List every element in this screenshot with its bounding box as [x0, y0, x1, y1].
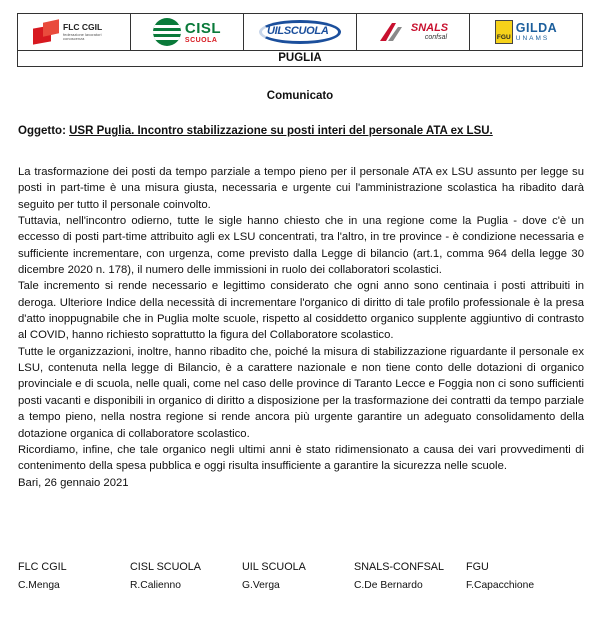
cisl-logo-subtitle: SCUOLA [184, 36, 218, 44]
flc-cgil-logo-subtitle: federazione lavoratori conoscenza [63, 32, 102, 42]
signature-org: FLC CGIL [18, 561, 67, 573]
signature-name: F.Capacchione [466, 579, 535, 591]
signature-name: R.Calienno [130, 579, 181, 591]
snals-mark-icon [378, 21, 408, 43]
signature-org: SNALS-CONFSAL [354, 561, 444, 573]
cisl-logo [131, 14, 244, 50]
body-paragraph: Tuttavia, nell'incontro odierno, tutte le sigle hanno chiesto che in una regione come la Puglia - dove c'è un eccesso di posti part-time attribuito agli ex LSU concentrati, tra l'altro, in tre province - è condizione necessaria e sufficiente incrementare, con urgenza, come previsto dalla Legge di bilancio (art.1, comma 964 della legge 30 dicembre 2020 n. 178), il numero delle immissioni in ruolo dei collaboratori scolastici. [18, 215, 584, 277]
logo-header [17, 13, 583, 51]
cisl-globe-icon [153, 18, 181, 46]
document-body [18, 164, 584, 491]
signature-org: FGU [466, 561, 489, 573]
gilda-unams-logo [470, 14, 582, 50]
fgu-box-icon: FGU [495, 20, 513, 44]
body-paragraph: Ricordiamo, infine, che tale organico negli ultimi anni è stato ridimensionato a causa dei vari provvedimenti di contenimento della spesa pubblica e oggi risulta insufficiente a garantire la sicurezza nelle scuole. [18, 443, 584, 473]
subject-text: USR Puglia. Incontro stabilizzazione su posti interi del personale ATA ex LSU. [69, 125, 493, 137]
flc-cgil-logo-title: FLC CGIL [63, 21, 103, 32]
body-paragraph: La trasformazione dei posti da tempo parziale a tempo pieno per il personale ATA ex LSU assunto per legge su posti in part-time è una misura giusta, necessaria e urgente cui l'amministrazione scolastica ha ribadito darà seguito per tutto il personale coinvolto. [18, 166, 584, 211]
signature-name: G.Verga [242, 579, 280, 591]
signature-org: CISL SCUOLA [130, 561, 202, 573]
document-heading: Comunicato [266, 90, 334, 102]
snals-logo-title: SNALS [410, 22, 449, 34]
cisl-logo-title: CISL [184, 19, 222, 37]
body-paragraph: Tutte le organizzazioni, inoltre, hanno ribadito che, poiché la misura di stabilizzazione riguardante il personale ex LSU, contenuta nella legge di Bilancio, è a carattere nazionale e non tiene conto delle dotazioni di organico provinciale e di scuola, nelle quali, come nel caso delle province di Taranto Lecce e Foggia non ci sono sufficienti posti vacanti e disponibili in organico di diritto a disposizione per la trasformazione dei contratti da tempo parziale a tempo pieno, nella nostra regione si rende ancora più urgente garantire un adeguato consolidamento della dotazione organica di collaboratore scolastico. [18, 345, 584, 440]
signature-names-row [18, 576, 578, 594]
document-date: Bari, 26 gennaio 2021 [18, 476, 129, 489]
gilda-logo-title: GILDA [515, 21, 558, 35]
body-paragraph: Tale incremento si rende necessario e legittimo considerato che ogni anno sono centinaia i posti attribuiti in deroga. Ulteriore Indice della necessità di incrementare l'organico di diritto di tale profilo professionale è la presa d'atto inoppugnabile che in Puglia molte scuole, rispetto al cosiddetto organico supplente aggiuntivo di contrasto al COVID, hanno richiesto soprattutto la figura del Collaboratore scolastico. [18, 280, 584, 342]
uil-logo-title: UILSCUOLA [267, 25, 329, 37]
signature-name: C.Menga [18, 579, 60, 591]
signature-org: UIL SCUOLA [242, 561, 306, 573]
region-label: PUGLIA [17, 51, 583, 67]
snals-logo-subtitle: confsal [424, 34, 448, 41]
signatures [18, 558, 578, 594]
flc-cgil-logo [18, 14, 131, 50]
subject-line [18, 125, 493, 137]
flc-cgil-mark-icon [33, 21, 59, 43]
subject-prefix: Oggetto: [18, 125, 66, 137]
uil-scuola-logo [244, 14, 357, 50]
snals-logo [357, 14, 470, 50]
signature-name: C.De Bernardo [354, 579, 423, 591]
gilda-logo-subtitle: UNAMS [515, 34, 550, 42]
signature-orgs-row [18, 558, 578, 576]
